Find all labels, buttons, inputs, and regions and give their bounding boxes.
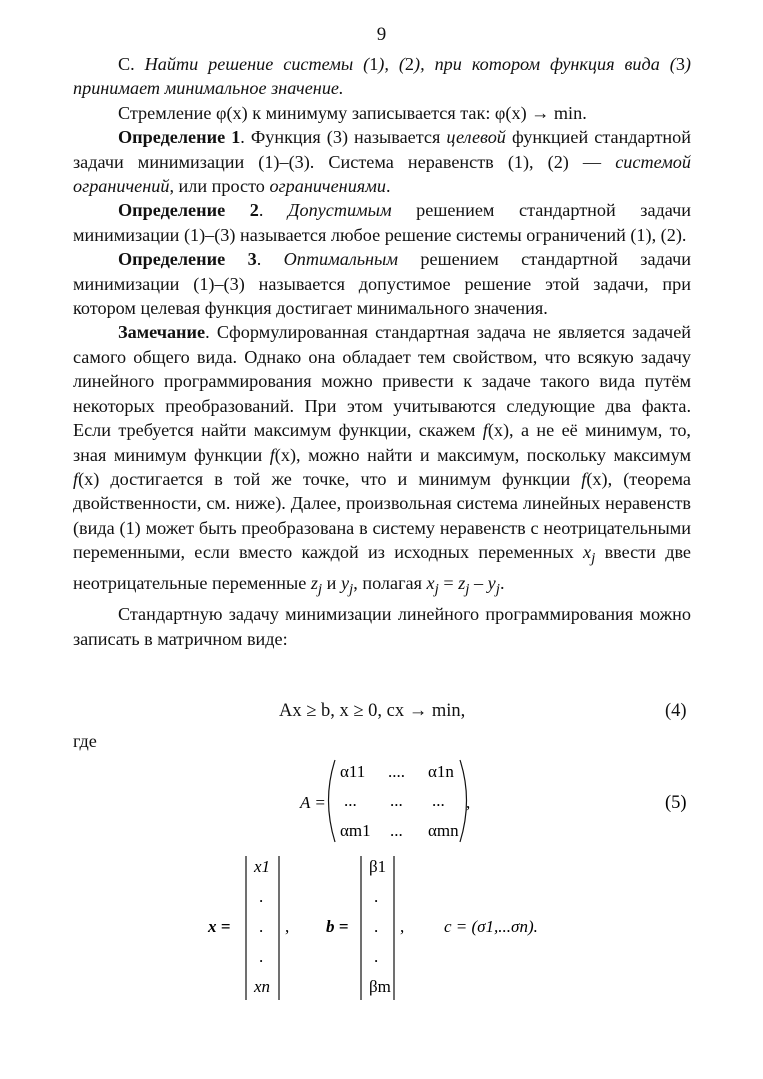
matrix-cell-dots-1: .... — [388, 762, 405, 781]
matrix-a-lhs: A = — [300, 793, 326, 812]
vector-x-lhs: x = — [208, 917, 231, 936]
equation-5 — [299, 760, 687, 842]
matrix-cell-am1: αm1 — [340, 821, 371, 840]
matrix-cell-dots-3: ... — [390, 791, 403, 810]
matrix-cell-a1n: α1n — [428, 762, 454, 781]
vector-c-expression: c = (σ1,...σn). — [444, 917, 538, 936]
equation-4-number: (4) — [665, 701, 687, 721]
page-number: 9 — [376, 24, 387, 45]
paragraph-task-c: С. Найти решение системы (1), (2), при котором функция вида (3) принимает минимальное значение. — [73, 54, 691, 99]
matrix-cell-amn: αmn — [428, 821, 459, 840]
vector-x-entry-n: xn — [254, 977, 271, 996]
vector-x-entry-4: . — [259, 947, 264, 966]
vector-b-entry-2: . — [374, 887, 379, 906]
paragraph-min-notation: Стремление φ(x) к минимуму записывается так: φ(x) → min. — [118, 102, 587, 123]
matrix-cell-dots-2: ... — [344, 791, 357, 810]
vector-b-entry-m: βm — [369, 977, 391, 996]
vector-b-entry-3: . — [374, 917, 379, 936]
definition-1: Определение 1. Функция (3) называется целевой функцией стандартной задачи минимизации (1)–(3). Система неравенств (1), (2) — системой ограничений, или просто ограничениями. — [73, 127, 691, 197]
equation-5-number: (5) — [665, 793, 687, 813]
where-word: где — [73, 731, 97, 751]
definition-2: Определение 2. Допустимым решением стандартной задачи минимизации (1)–(3) называется любое решение системы ограничений (1), (2). — [73, 200, 692, 245]
matrix-cell-dots-4: ... — [432, 791, 445, 810]
vector-x-entry-1: x1 — [254, 857, 271, 876]
vector-x-entry-2: . — [259, 887, 264, 906]
matrix-a-comma: , — [466, 793, 471, 812]
vector-b-lhs: b = — [326, 917, 349, 936]
vector-x-comma: , — [285, 917, 290, 936]
vector-definitions — [207, 856, 538, 1000]
remark: Замечание. Сформулированная стандартная задача не является задачей самого общего вида. Однако она обладает тем свойством, что всякую задачу линейного программирования можно привести к задаче такого вида путём некоторых преобразований. При этом учитываются следующие два факта. Если требуется найти максимум функции, скажем f(x), а не её минимум, то, зная минимум функции f(x), можно найти и максимум, поскольку максимум f(x) достигается в той же точке, что и минимум функции f(x), (теорема двойственности, см. ниже). Далее, произвольная система линейных неравенств (вида (1) может быть преобразована в систему неравенств с неотрицательными переменными, если вместо каждой из исходных переменных $x_j$ ввести две неотрицательные переменные $z_j$ и $y_j$, полагая $x_j = z_j - y_j$. — [73, 322, 692, 598]
vector-x-entry-3: . — [259, 917, 264, 936]
vector-b-entry-4: . — [374, 947, 379, 966]
equation-4-expression: Ax ≥ b, x ≥ 0, cx → min, — [279, 701, 466, 721]
vector-b-entry-1: β1 — [369, 857, 387, 876]
definition-3: Определение 3. Оптимальным решением стандартной задачи минимизации (1)–(3) называется допустимое решение этой задачи, при котором целевая функция достигает минимального значения. — [73, 249, 692, 319]
matrix-a-left-paren — [329, 760, 336, 842]
vector-b-comma: , — [400, 917, 405, 936]
paragraph-matrix-form: Стандартную задачу минимизации линейного программирования можно записать в матричном виде: — [73, 604, 691, 649]
matrix-cell-a11: α11 — [340, 762, 366, 781]
matrix-cell-dots-5: ... — [390, 821, 403, 840]
